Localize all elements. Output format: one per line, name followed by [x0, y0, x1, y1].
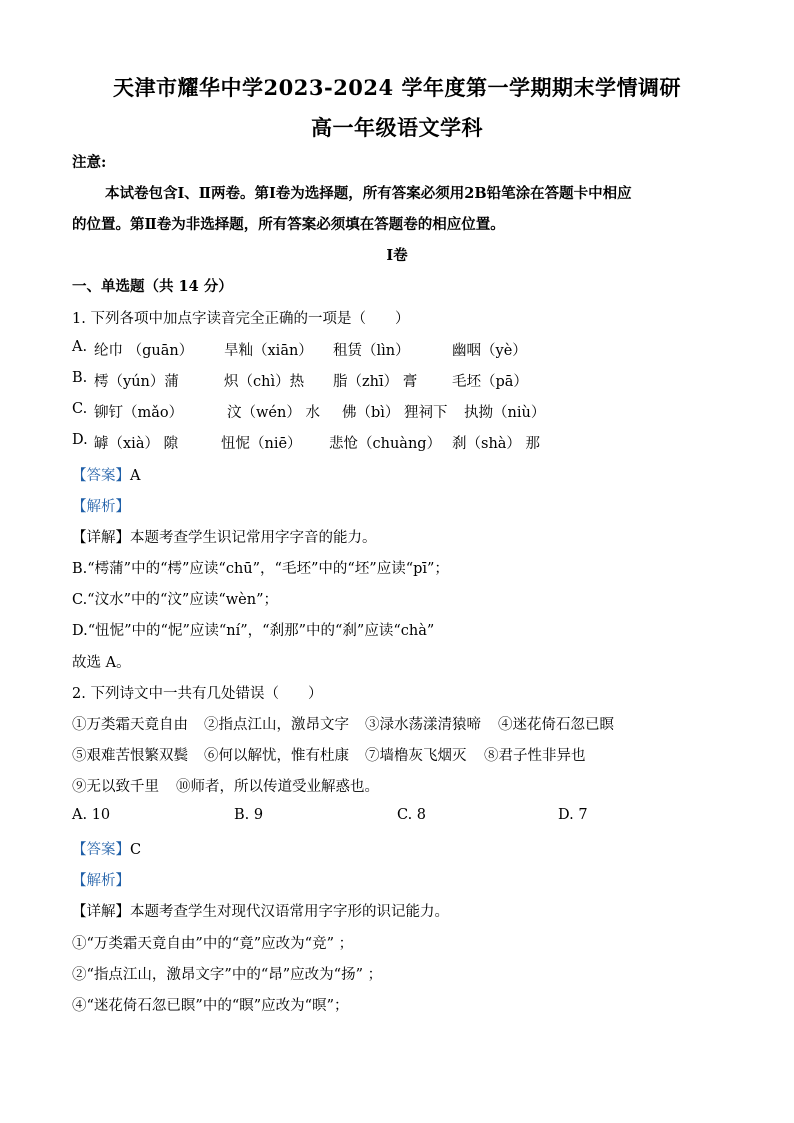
question-2-explanation-1: ①“万类霜天竟自由”中的“竟”应改为“竞” ； — [72, 936, 354, 952]
poem-item: ⑧君子性非异也 — [484, 748, 586, 764]
detail-text: 本题考查学生对现代汉语常用字字形的识记能力。 — [130, 904, 449, 920]
option-item: 毛坯（pā） — [452, 374, 528, 390]
poem-item: ⑥何以解忧，惟有杜康 — [204, 748, 349, 764]
answer-tag: 【答案】 — [72, 468, 130, 484]
poem-item: ②指点江山，激昂文字 — [204, 717, 349, 733]
question-2-answer — [72, 838, 141, 859]
poem-item: ③渌水荡漾清猿啼 — [365, 717, 481, 733]
question-2-detail — [72, 900, 449, 921]
detail-tag: 【详解】 — [72, 530, 130, 546]
choice-d: D. 7 — [558, 807, 588, 823]
poem-item: ⑦墙橹灰飞烟灭 — [365, 748, 467, 764]
section-title: 一、单选题（共 14 分） — [72, 278, 233, 295]
option-letter: D. — [72, 432, 88, 448]
option-letter: C. — [72, 401, 88, 417]
answer-tag: 【答案】 — [72, 842, 130, 858]
question-1-detail — [72, 526, 377, 547]
option-item: 刹（shà） 那 — [452, 436, 541, 452]
question-1-conclusion: 故选 A。 — [72, 655, 131, 671]
option-letter: A. — [72, 339, 88, 355]
option-item: 幽咽（yè） — [452, 343, 527, 359]
question-1-answer — [72, 464, 140, 485]
page-title: 天津市耀华中学2023-2024 学年度第一学期期末学情调研 — [113, 75, 681, 100]
poem-item: ①万类霜天竟自由 — [72, 717, 188, 733]
option-item: 旱籼（xiān） — [224, 343, 313, 359]
option-item: 樗（yún）蒲 — [94, 374, 179, 390]
choice-a: A. 10 — [72, 807, 111, 823]
volume-label: Ⅰ卷 — [386, 247, 408, 264]
answer-value: A — [130, 468, 141, 484]
poem-item: ⑨无以致千里 — [72, 779, 159, 795]
option-item: 执拗（niù） — [464, 405, 546, 421]
option-item: 租赁（lìn） — [333, 343, 410, 359]
choice-c: C. 8 — [397, 807, 427, 823]
answer-value: C — [130, 842, 142, 858]
question-1-analysis-tag: 【解析】 — [72, 499, 130, 515]
question-1-explanation-b: B.“樗蒲”中的“樗”应读“chū”，“毛坯”中的“坯”应读“pī”； — [72, 561, 449, 577]
option-item: 忸怩（niē） — [221, 436, 302, 452]
question-1-explanation-d: D.“忸怩”中的“怩”应读“ní”，“刹那”中的“刹”应读“chà” — [72, 623, 435, 639]
detail-tag: 【详解】 — [72, 904, 130, 920]
notice-line-1: 本试卷包含Ⅰ、Ⅱ两卷。第Ⅰ卷为选择题，所有答案必须用2B铅笔涂在答题卡中相应 — [105, 185, 632, 202]
poem-item: ⑩师者，所以传道受业解惑也。 — [176, 779, 379, 795]
option-item: 佛（bì） 狸祠下 — [342, 405, 448, 421]
poem-item: ⑤艰难苦恨繁双鬓 — [72, 748, 188, 764]
question-2-stem: 2. 下列诗文中一共有几处错误（ ） — [72, 686, 323, 702]
option-letter: B. — [72, 370, 88, 386]
question-2-analysis-tag: 【解析】 — [72, 873, 130, 889]
detail-text: 本题考查学生识记常用字字音的能力。 — [130, 530, 377, 546]
option-item: 悲怆（chuàng） — [329, 436, 442, 452]
notice-line-2: 的位置。第Ⅱ卷为非选择题，所有答案必须填在答题卷的相应位置。 — [72, 216, 505, 233]
question-2-explanation-4: ④“迷花倚石忽已瞑”中的“瞑”应改为“暝”； — [72, 998, 349, 1014]
question-1-stem: 1. 下列各项中加点字读音完全正确的一项是（ ） — [72, 311, 410, 327]
question-1-explanation-c: C.“汶水”中的“汶”应读“wèn”； — [72, 592, 278, 608]
option-item: 脂（zhī） 膏 — [333, 374, 418, 390]
option-item: 纶巾 （guān） — [94, 343, 194, 359]
option-item: 罅（xià） 隙 — [94, 436, 179, 452]
notice-label: 注意: — [72, 154, 107, 171]
page-subtitle: 高一年级语文学科 — [311, 115, 483, 140]
option-item: 铆钉（mǎo） — [94, 405, 184, 421]
choice-b: B. 9 — [234, 807, 264, 823]
poem-item: ④迷花倚石忽已瞑 — [498, 717, 614, 733]
question-2-explanation-2: ②“指点江山，激昂文字”中的“昂”应改为“扬” ； — [72, 967, 383, 983]
option-item: 炽（chì）热 — [224, 374, 305, 390]
option-item: 汶（wén） 水 — [227, 405, 320, 421]
